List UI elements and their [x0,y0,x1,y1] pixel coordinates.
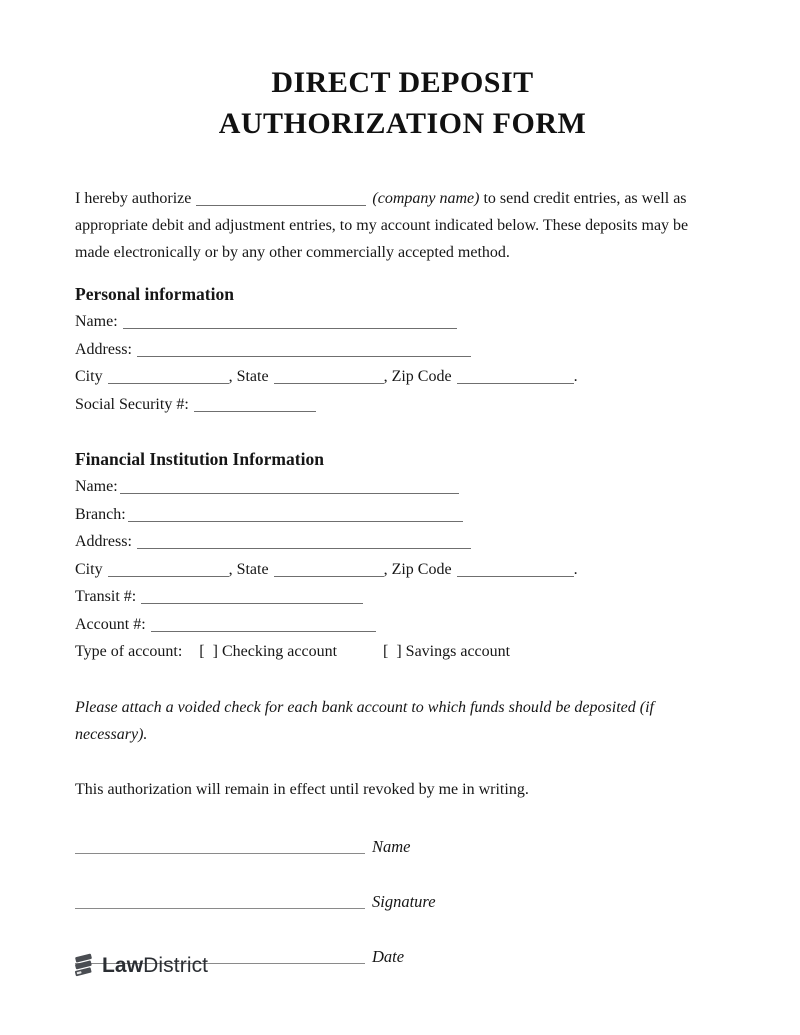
authorization-note: This authorization will remain in effect until revoked by me in writing. [75,780,529,798]
transit-number-label: Transit #: [75,588,137,605]
signature-field-line[interactable] [75,897,365,909]
personal-information-heading: Personal information [75,284,234,304]
savings-account-checkbox[interactable]: [ ] [383,643,402,660]
stacked-documents-icon [70,952,97,979]
account-number-row [75,611,730,639]
personal-name-field-line[interactable] [123,317,457,329]
financial-address-row [75,528,730,556]
personal-address-field-line[interactable] [137,345,471,357]
personal-name-row [75,308,730,336]
financial-zip-label: , Zip Code [383,560,452,578]
personal-state-label: , State [228,368,269,385]
personal-row-period: . [573,368,578,385]
lawdistrict-logo [70,952,208,979]
checking-account-checkbox[interactable]: [ ] [199,643,218,660]
financial-address-field-line[interactable] [137,537,471,549]
page-title [75,62,730,144]
checking-account-option[interactable] [199,643,337,660]
financial-name-label: Name: [75,478,118,495]
personal-zip-field-line[interactable] [457,372,574,384]
signer-name-field-line[interactable] [75,842,365,854]
signature-label: Signature [372,891,436,911]
financial-name-row [75,473,730,501]
brand-law: Law [102,953,144,977]
financial-state-field-line[interactable] [274,565,384,577]
transit-number-row [75,583,730,611]
financial-city-state-zip-row [75,556,730,584]
personal-address-label: Address: [75,340,132,358]
company-name-hint: (company name) [372,190,480,207]
financial-address-label: Address: [75,533,132,550]
account-type-row [75,638,730,666]
account-number-label: Account #: [75,615,146,633]
intro-paragraph [75,185,723,266]
title-line-1: DIRECT DEPOSIT [271,66,534,99]
transit-number-field-line[interactable] [141,592,363,604]
brand-wordmark [102,954,208,978]
intro-lead: I hereby authorize [75,190,192,207]
account-number-field-line[interactable] [151,620,376,632]
personal-state-field-line[interactable] [274,372,384,384]
personal-city-label: City [75,368,103,385]
personal-address-row [75,336,730,364]
voided-check-note: Please attach a voided check for each bank account to which funds should be deposited (if necessary). [75,698,654,743]
financial-row-period: . [573,560,578,578]
personal-ssn-label: Social Security #: [75,395,189,413]
signer-name-row [75,833,730,860]
financial-city-label: City [75,560,103,578]
savings-account-label: Savings account [405,643,511,660]
financial-city-field-line[interactable] [108,565,229,577]
intro-body: to send credit entries, as well as appropriate debit and adjustment entries, to my account indicated below. These deposits may be made electronically or by any other commercially accepted method. [75,190,689,261]
signature-row [75,888,730,915]
financial-branch-label: Branch: [75,505,126,523]
financial-institution-heading: Financial Institution Information [75,449,324,469]
personal-city-field-line[interactable] [108,372,229,384]
personal-zip-label: , Zip Code [383,368,452,385]
brand-district: District [143,953,209,977]
personal-name-label: Name: [75,313,118,330]
financial-name-field-line[interactable] [120,482,459,494]
financial-branch-row [75,501,730,529]
title-line-2: AUTHORIZATION FORM [218,107,587,140]
company-name-field-line[interactable] [196,194,366,206]
personal-ssn-row [75,391,730,419]
checking-account-label: Checking account [221,643,338,660]
financial-branch-field-line[interactable] [128,510,463,522]
personal-city-state-zip-row [75,363,730,391]
account-type-label: Type of account: [75,643,183,660]
date-label: Date [372,946,405,966]
financial-zip-field-line[interactable] [457,565,574,577]
savings-account-option[interactable] [383,643,510,660]
financial-state-label: , State [228,560,269,578]
personal-ssn-field-line[interactable] [194,400,316,412]
signer-name-label: Name [372,836,411,856]
